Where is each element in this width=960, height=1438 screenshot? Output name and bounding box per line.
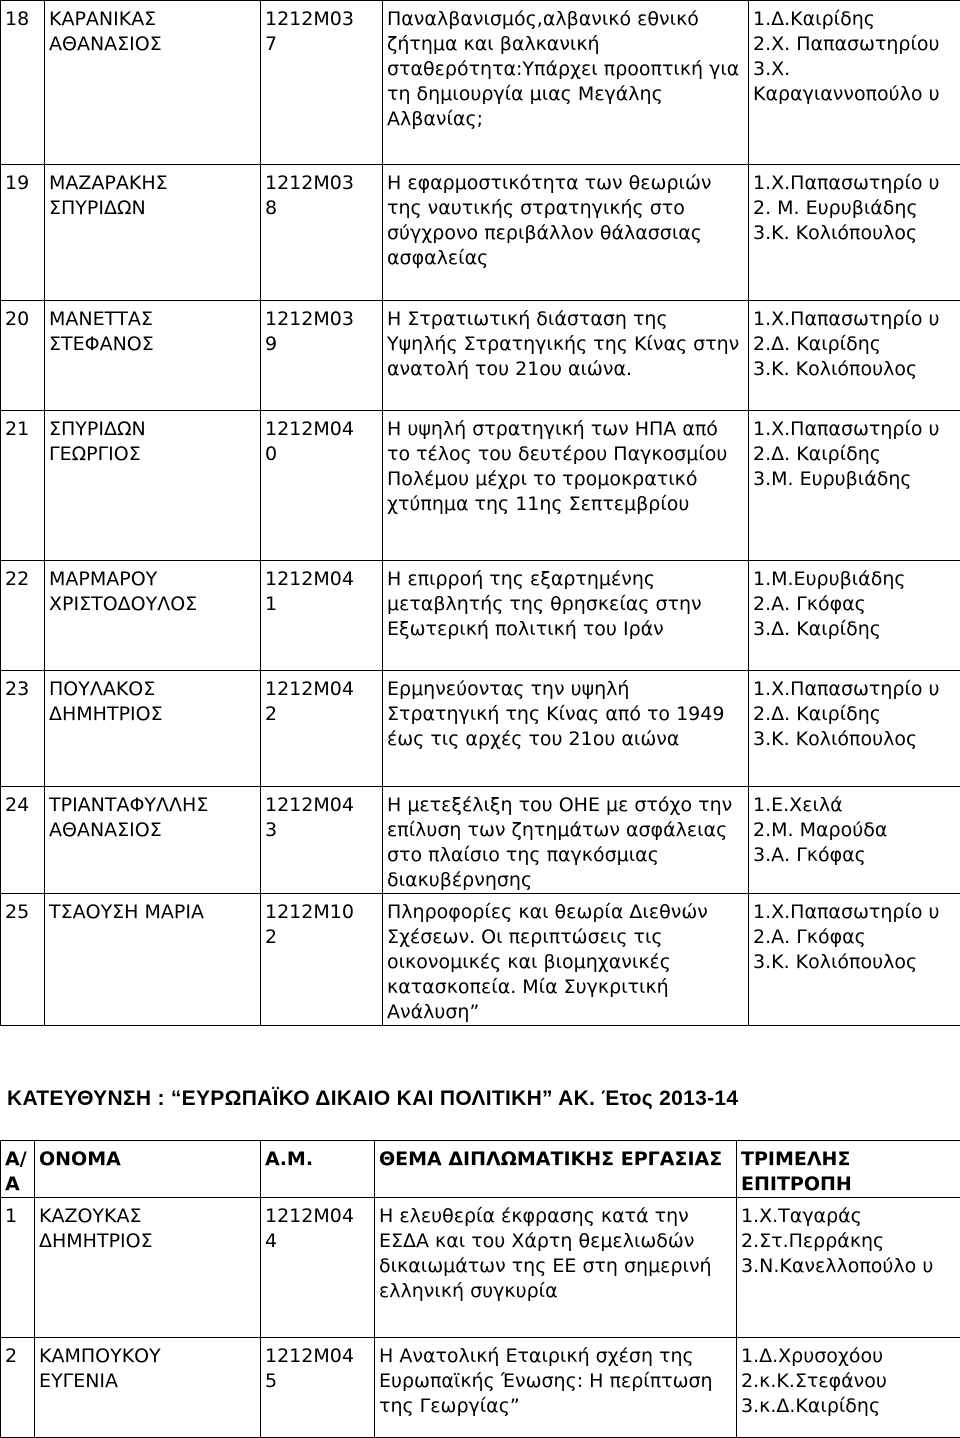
table-row	[1, 411, 960, 561]
student-name: ΣΠΥΡΙΔΩΝ ΓΕΩΡΓΙΟΣ	[45, 411, 261, 561]
thesis-topic: Η μετεξέλιξη του ΟΗΕ με στόχο την επίλυση των ζητημάτων ασφάλειας στο πλαίσιο της παγκόσμιας διακυβέρνησης	[383, 787, 749, 894]
thesis-topic: Η Ανατολική Εταιρική σχέση της Ευρωπαϊκής Ένωσης: Η περίπτωση της Γεωργίας”	[375, 1338, 737, 1438]
table-row	[1, 1, 960, 165]
registration-number: 1212Μ03 7	[261, 1, 383, 165]
thesis-topic: Παναλβανισμός,αλβανικό εθνικό ζήτημα και βαλκανική σταθερότητα:Υπάρχει προοπτική για τη δημιουργία μιας Μεγάλης Αλβανίας;	[383, 1, 749, 165]
thesis-topic: Η υψηλή στρατηγική των ΗΠΑ από το τέλος του δευτέρου Παγκοσμίου Πολέμου μέχρι το τρομοκρατικό χτύπημα της 11ης Σεπτεμβρίου	[383, 411, 749, 561]
registration-number: 1212Μ04 5	[261, 1338, 375, 1438]
theses-table-body	[1, 1, 960, 1026]
registration-number: 1212Μ04 0	[261, 411, 383, 561]
thesis-topic: Η εφαρμοστικότητα των θεωριών της ναυτικής στρατηγικής στο σύγχρονο περιβάλλον θάλασσιας ασφαλείας	[383, 165, 749, 301]
committee-members: 1.Χ.Παπασωτηρίο υ 2.Α. Γκόφας 3.Κ. Κολιόπουλος	[749, 894, 960, 1026]
table-row	[1, 301, 960, 411]
thesis-topic: Η ελευθερία έκφρασης κατά την ΕΣΔΑ και του Χάρτη θεμελιωδών δικαιωμάτων της ΕΕ στη σημερινή ελληνική συγκυρία	[375, 1198, 737, 1338]
registration-number: 1212Μ03 8	[261, 165, 383, 301]
header-topic: ΘΕΜΑ ΔΙΠΛΩΜΑΤΙΚΗΣ ΕΡΓΑΣΙΑΣ	[375, 1141, 737, 1198]
committee-members: 1.Ε.Χειλά 2.Μ. Μαρούδα 3.Α. Γκόφας	[749, 787, 960, 894]
section-heading: ΚΑΤΕΥΘΥΝΣΗ : “ΕΥΡΩΠΑΪΚΟ ΔΙΚΑΙΟ ΚΑΙ ΠΟΛΙΤΙΚΗ” ΑΚ. Έτος 2013-14	[7, 1086, 738, 1111]
student-name: ΚΑΖΟΥΚΑΣ ΔΗΜΗΤΡΙΟΣ	[35, 1198, 261, 1338]
committee-members: 1.Χ.Παπασωτηρίο υ 2. Μ. Ευρυβιάδης 3.Κ. Κολιόπουλος	[749, 165, 960, 301]
registration-number: 1212Μ04 2	[261, 671, 383, 787]
header-am: Α.Μ.	[261, 1141, 375, 1198]
registration-number: 1212Μ04 1	[261, 561, 383, 671]
table-row	[1, 787, 960, 894]
row-number: 18	[1, 1, 45, 165]
student-name: ΤΣΑΟΥΣΗ ΜΑΡΙΑ	[45, 894, 261, 1026]
table-header-row	[1, 1141, 960, 1198]
committee-members: 1.Δ.Καιρίδης 2.Χ. Παπασωτηρίου 3.Χ. Καραγιαννοπούλο υ	[749, 1, 960, 165]
table-row	[1, 1338, 960, 1438]
registration-number: 1212Μ03 9	[261, 301, 383, 411]
row-number: 25	[1, 894, 45, 1026]
row-number: 24	[1, 787, 45, 894]
student-name: ΚΑΜΠΟΥΚΟΥ ΕΥΓΕΝΙΑ	[35, 1338, 261, 1438]
row-number: 20	[1, 301, 45, 411]
student-name: ΜΑΖΑΡΑΚΗΣ ΣΠΥΡΙΔΩΝ	[45, 165, 261, 301]
student-name: ΜΑΝΕΤΤΑΣ ΣΤΕΦΑΝΟΣ	[45, 301, 261, 411]
row-number: 19	[1, 165, 45, 301]
registration-number: 1212Μ10 2	[261, 894, 383, 1026]
student-name: ΤΡΙΑΝΤΑΦΥΛΛΗΣ ΑΘΑΝΑΣΙΟΣ	[45, 787, 261, 894]
committee-members: 1.Χ.Ταγαράς 2.Στ.Περράκης 3.Ν.Κανελλοπούλο υ	[737, 1198, 960, 1338]
table-row	[1, 165, 960, 301]
row-number: 1	[1, 1198, 35, 1338]
committee-members: 1.Μ.Ευρυβιάδης 2.Α. Γκόφας 3.Δ. Καιρίδης	[749, 561, 960, 671]
student-name: ΚΑΡΑΝΙΚΑΣ ΑΘΑΝΑΣΙΟΣ	[45, 1, 261, 165]
theses-table-body	[1, 1198, 960, 1438]
committee-members: 1.Χ.Παπασωτηρίο υ 2.Δ. Καιρίδης 3.Κ. Κολιόπουλος	[749, 301, 960, 411]
thesis-topic: Η επιρροή της εξαρτημένης μεταβλητής της θρησκείας στην Εξωτερική πολιτική του Ιράν	[383, 561, 749, 671]
row-number: 2	[1, 1338, 35, 1438]
registration-number: 1212Μ04 3	[261, 787, 383, 894]
header-no: Α/ Α	[1, 1141, 35, 1198]
row-number: 23	[1, 671, 45, 787]
row-number: 21	[1, 411, 45, 561]
theses-table-european-law	[0, 1140, 960, 1438]
committee-members: 1.Χ.Παπασωτηρίο υ 2.Δ. Καιρίδης 3.Κ. Κολιόπουλος	[749, 671, 960, 787]
row-number: 22	[1, 561, 45, 671]
table-row	[1, 561, 960, 671]
thesis-topic: Πληροφορίες και θεωρία Διεθνών Σχέσεων. Οι περιπτώσεις τις οικονομικές και βιομηχανικές κατασκοπεία. Μία Συγκριτική Ανάλυση”	[383, 894, 749, 1026]
student-name: ΜΑΡΜΑΡΟΥ ΧΡΙΣΤΟΔΟΥΛΟΣ	[45, 561, 261, 671]
header-committee: ΤΡΙΜΕΛΗΣ ΕΠΙΤΡΟΠΗ	[737, 1141, 960, 1198]
student-name: ΠΟΥΛΑΚΟΣ ΔΗΜΗΤΡΙΟΣ	[45, 671, 261, 787]
header-name: ΟΝΟΜΑ	[35, 1141, 261, 1198]
registration-number: 1212Μ04 4	[261, 1198, 375, 1338]
thesis-topic: Ερμηνεύοντας την υψηλή Στρατηγική της Κίνας από το 1949 έως τις αρχές του 21ου αιώνα	[383, 671, 749, 787]
table-row	[1, 894, 960, 1026]
table-row	[1, 1198, 960, 1338]
table-row	[1, 671, 960, 787]
committee-members: 1.Χ.Παπασωτηρίο υ 2.Δ. Καιρίδης 3.Μ. Ευρυβιάδης	[749, 411, 960, 561]
committee-members: 1.Δ.Χρυσοχόου 2.κ.Κ.Στεφάνου 3.κ.Δ.Καιρίδης	[737, 1338, 960, 1438]
thesis-topic: Η Στρατιωτική διάσταση της Υψηλής Στρατηγικής της Κίνας στην ανατολή του 21ου αιώνα.	[383, 301, 749, 411]
